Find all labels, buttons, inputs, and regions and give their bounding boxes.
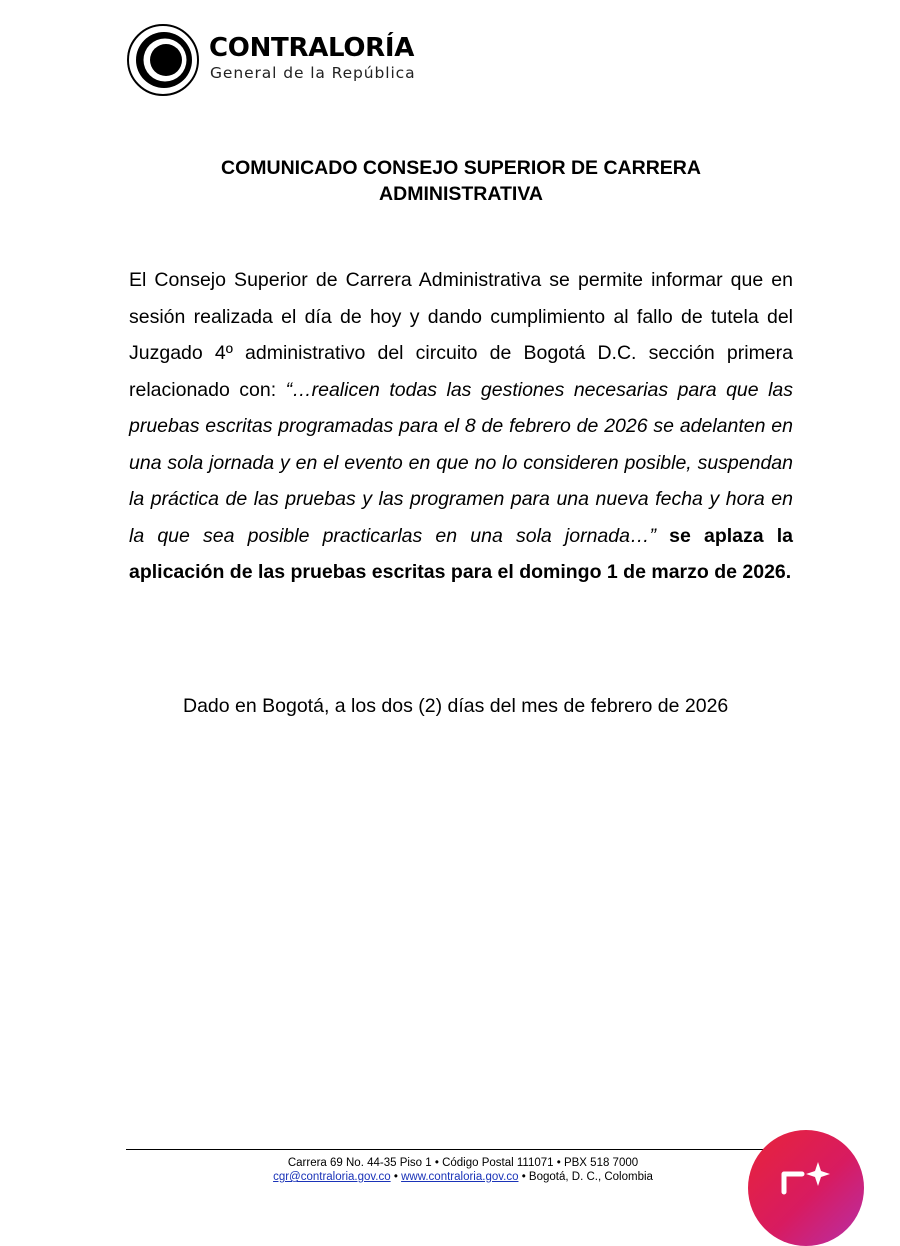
body-quoted-ruling: “…realicen todas las gestiones necesarias para que las pruebas escritas programadas para el 8 de febrero de 2026 se adelanten en una sola jornada y en el evento en que no lo consideren posible, suspendan la práctica de las pruebas y las programen para una nueva fecha y hora en la que sea posible practicarlas en una sola jornada…” bbox=[129, 378, 793, 547]
body-intro-text: El Consejo Superior de Carrera Administrativa se permite informar que en sesión realizada el día de hoy y dando cumplimiento al fallo de tutela del Juzgado 4º administrativo del circuito de Bogotá D.C. sección primera relacionado con: bbox=[129, 269, 793, 401]
body-decision-text: se aplaza la aplicación de las pruebas escritas para el domingo 1 de marzo de 2026. bbox=[129, 524, 794, 583]
footer-contact-line bbox=[126, 1170, 800, 1184]
floating-action-button[interactable] bbox=[748, 1130, 864, 1246]
document-title-line-2: ADMINISTRATIVA bbox=[379, 183, 543, 205]
footer-separator: • bbox=[393, 1171, 398, 1183]
document-title-line-1: COMUNICADO CONSEJO SUPERIOR DE CARRERA bbox=[221, 157, 701, 179]
document-body bbox=[129, 262, 793, 591]
footer-city: Bogotá, D. C., Colombia bbox=[528, 1171, 653, 1183]
brand-subtitle: General de la República bbox=[210, 64, 416, 82]
brand-name: CONTRALORÍA bbox=[209, 33, 415, 63]
footer-divider bbox=[126, 1149, 800, 1150]
contraloria-circle-logo-icon bbox=[126, 23, 200, 97]
footer-separator: • bbox=[521, 1171, 526, 1183]
sparkle-edit-icon bbox=[778, 1160, 834, 1216]
closing-statement: Dado en Bogotá, a los dos (2) días del mes de febrero de 2026 bbox=[183, 695, 729, 717]
footer-website-link[interactable]: www.contraloria.gov.co bbox=[401, 1171, 519, 1183]
document-title bbox=[129, 155, 793, 207]
footer-email-link[interactable]: cgr@contraloria.gov.co bbox=[273, 1171, 391, 1183]
footer-address: Carrera 69 No. 44-35 Piso 1 • Código Postal 111071 • PBX 518 7000 bbox=[287, 1157, 639, 1169]
contraloria-logo bbox=[126, 23, 446, 97]
